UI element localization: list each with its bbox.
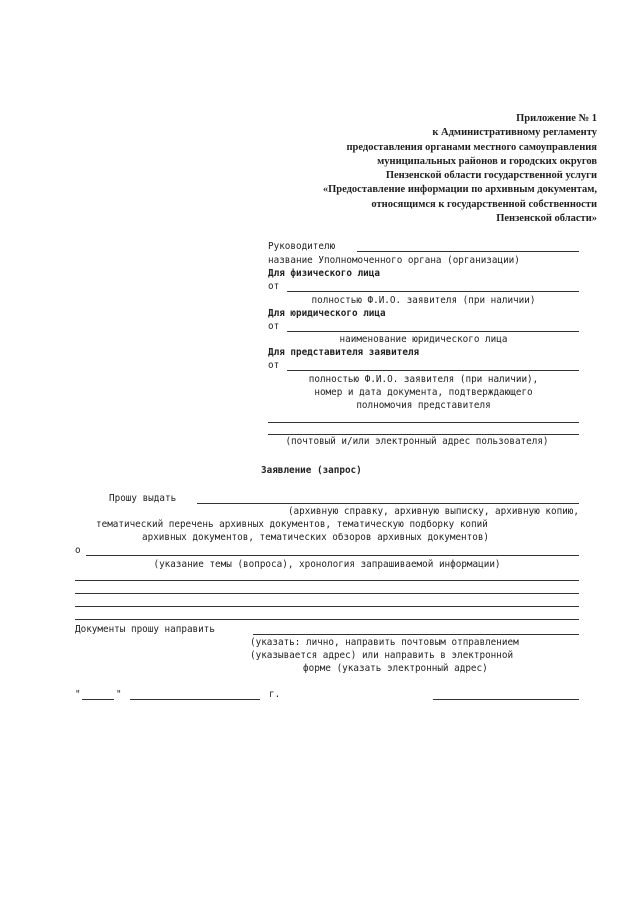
issue-field[interactable]: [197, 503, 579, 504]
issue-hint-line: архивных документов, тематических обзоров архивных документов): [142, 532, 490, 543]
header-line: муниципальных районов и городских округов: [377, 155, 597, 167]
legal-hint: наименование юридического лица: [339, 334, 508, 345]
send-label: Документы прошу направить: [75, 624, 215, 635]
header-line: к Административному регламенту: [432, 127, 597, 139]
issue-hint-line: (архивную справку, архивную выписку, архивную копию,: [287, 506, 579, 517]
address-field-line-1[interactable]: [268, 422, 579, 423]
about-label: о: [75, 545, 81, 556]
individual-from-label: от: [268, 281, 280, 292]
individual-hint: полностью Ф.И.О. заявителя (при наличии): [311, 295, 536, 306]
statement-title: Заявление (запрос): [261, 465, 362, 476]
head-label: Руководителю: [268, 241, 336, 252]
legal-title: Для юридического лица: [268, 308, 386, 319]
about-extra-line[interactable]: [75, 593, 579, 594]
date-day-field[interactable]: [82, 699, 114, 700]
legal-from-label: от: [268, 321, 280, 332]
representative-from-label: от: [268, 360, 280, 371]
send-hint-line: (указать: лично, направить почтовым отправлением: [250, 637, 519, 648]
issue-hint-line: тематический перечень архивных документов, тематическую подборку копий: [96, 519, 488, 530]
about-extra-line[interactable]: [75, 606, 579, 607]
address-field-line-2[interactable]: [268, 434, 579, 435]
date-month-field[interactable]: [130, 699, 260, 700]
about-hint: (указание темы (вопроса), хронология запрашиваемой информации): [153, 559, 501, 570]
issue-label: Прошу выдать: [109, 493, 177, 504]
header-line: Пензенской области государственной услуги: [385, 170, 597, 182]
representative-hint-line: номер и дата документа, подтверждающего: [314, 387, 533, 398]
header-line: Пензенской области»: [496, 213, 597, 225]
send-hint-line: форме (указать электронный адрес): [303, 663, 488, 674]
date-quote-close: ": [116, 689, 122, 700]
representative-title: Для представителя заявителя: [268, 347, 420, 358]
address-hint: (почтовый и/или электронный адрес пользователя): [285, 436, 549, 447]
head-name-field[interactable]: [357, 251, 579, 252]
about-field[interactable]: [86, 555, 579, 556]
legal-name-field[interactable]: [287, 331, 579, 332]
year-suffix: г.: [269, 689, 281, 700]
individual-name-field[interactable]: [287, 291, 579, 292]
header-line: «Предоставление информации по архивным документам,: [322, 184, 597, 196]
signature-field[interactable]: [433, 699, 579, 700]
about-extra-line[interactable]: [75, 619, 579, 620]
header-line: Приложение № 1: [516, 113, 597, 124]
head-hint: название Уполномоченного органа (организации): [268, 255, 520, 266]
send-field[interactable]: [253, 634, 579, 635]
header-line: относящимся к государственной собственности: [371, 198, 597, 210]
date-quote-open: ": [75, 689, 81, 700]
appendix-header: [237, 112, 597, 226]
representative-hint-line: полномочия представителя: [356, 400, 491, 411]
representative-name-field[interactable]: [287, 370, 579, 371]
individual-title: Для физического лица: [268, 268, 380, 279]
send-hint-line: (указывается адрес) или направить в электронной: [250, 650, 514, 661]
representative-hint-line: полностью Ф.И.О. заявителя (при наличии),: [308, 374, 539, 385]
header-line: предоставления органами местного самоуправления: [346, 141, 597, 153]
about-extra-line[interactable]: [75, 580, 579, 581]
